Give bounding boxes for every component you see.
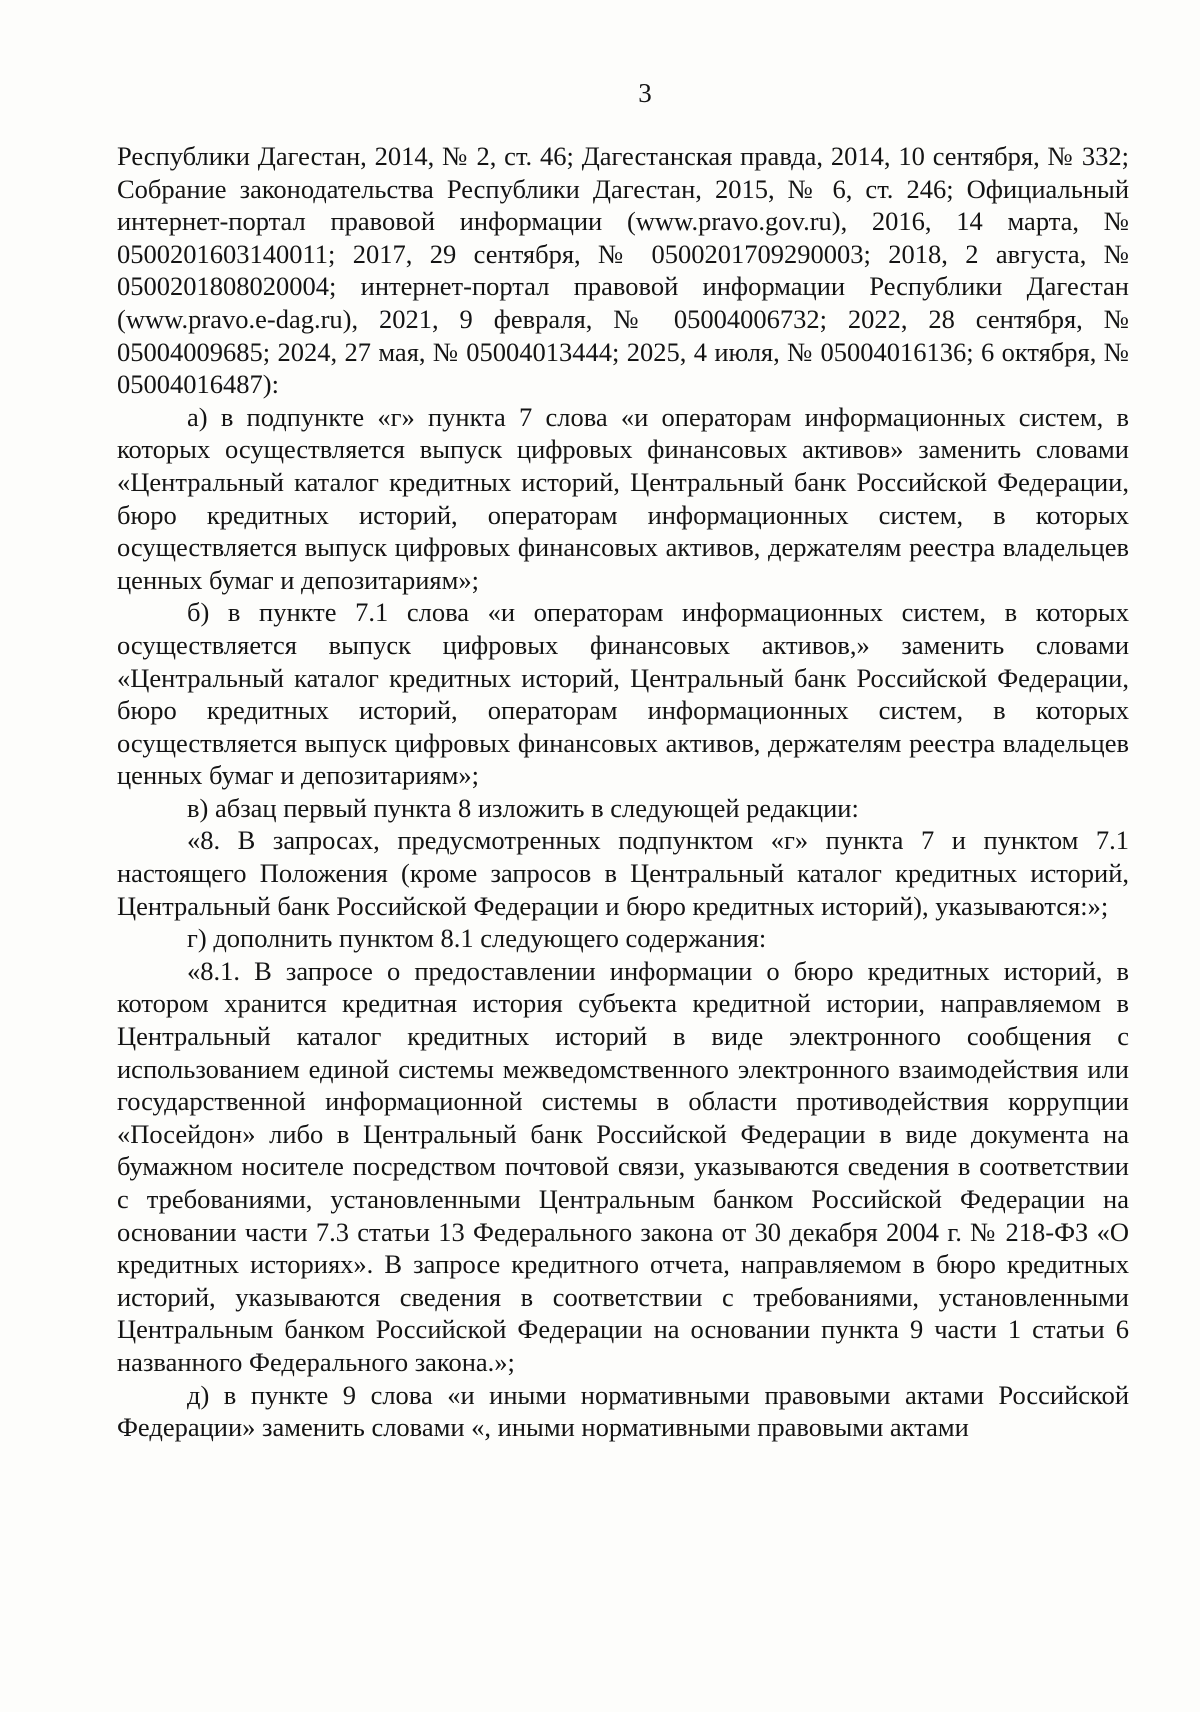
paragraph-item-8-1-text: «8.1. В запросе о предоставлении информации о бюро кредитных историй, в котором хранится кредитная история субъекта кредитной истории, направляемом в Центральный каталог кредитных историй в виде электронного сообщения с использованием единой системы межведомственного электронного взаимодействия или государственной информационной системы в области противодействия коррупции «Посейдон» либо в Центральный банк Российской Федерации в виде документа на бумажном носителе посредством почтовой связи, указываются сведения в соответствии с требованиями, установленными Центральным банком Российской Федерации на основании части 7.3 статьи 13 Федерального закона от 30 декабря 2004 г. № 218-ФЗ «О кредитных историях». В запросе кредитного отчета, направляемом в бюро кредитных историй, указываются сведения в соответствии с требованиями, установленными Центральным банком Российской Федерации на основании пункта 9 части 1 статьи 6 названного Федерального закона.»; bbox=[117, 955, 1129, 1377]
paragraph-item-b: б) в пункте 7.1 слова «и операторам информационных систем, в которых осуществляется выпуск цифровых финансовых активов,» заменить словами «Центральный каталог кредитных историй, Центральный банк Российской Федерации, бюро кредитных историй, операторам информационных систем, в которых осуществляется выпуск цифровых финансовых активов, держателям реестра владельцев ценных бумаг и депозитариям»; bbox=[117, 597, 1129, 791]
paragraph-item-d: д) в пункте 9 слова «и иными нормативными правовыми актами Российской Федерации» заменить словами «, иными нормативными правовыми актами bbox=[117, 1379, 1129, 1443]
paragraph-item-g: г) дополнить пунктом 8.1 следующего содержания: bbox=[187, 923, 767, 954]
page-number: 3 bbox=[638, 78, 652, 108]
paragraph-citation-continuation: Республики Дагестан, 2014, № 2, ст. 46; Дагестанская правда, 2014, 10 сентября, № 332; Собрание законодательства Республики Дагестан, 2015, № 6, ст. 246; Официальный интернет-портал правовой информации (www.pravo.gov.ru), 2016, 14 марта, № 0500201603140011; 2017, 29 сентября, № 0500201709290003; 2018, 2 августа, № 0500201808020004; интернет-портал правовой информации Республики Дагестан (www.pravo.e-dag.ru), 2021, 9 февраля, № 05004006732; 2022, 28 сентября, № 05004009685; 2024, 27 мая, № 05004013444; 2025, 4 июля, № 05004016136; 6 октября, № 05004016487): bbox=[117, 141, 1129, 400]
paragraph-item-8-text: «8. В запросах, предусмотренных подпунктом «г» пункта 7 и пунктом 7.1 настоящего Положения (кроме запросов в Центральный каталог кредитных историй, Центральный банк Российской Федерации и бюро кредитных историй), указываются:»; bbox=[117, 825, 1129, 921]
paragraph-item-v: в) абзац первый пункта 8 изложить в следующей редакции: bbox=[187, 792, 859, 823]
document-body bbox=[117, 140, 1129, 1444]
paragraph-item-a: а) в подпункте «г» пункта 7 слова «и операторам информационных систем, в которых осуществляется выпуск цифровых финансовых активов» заменить словами «Центральный каталог кредитных историй, Центральный банк Российской Федерации, бюро кредитных историй, операторам информационных систем, в которых осуществляется выпуск цифровых финансовых активов, держателям реестра владельцев ценных бумаг и депозитариям»; bbox=[117, 401, 1129, 595]
